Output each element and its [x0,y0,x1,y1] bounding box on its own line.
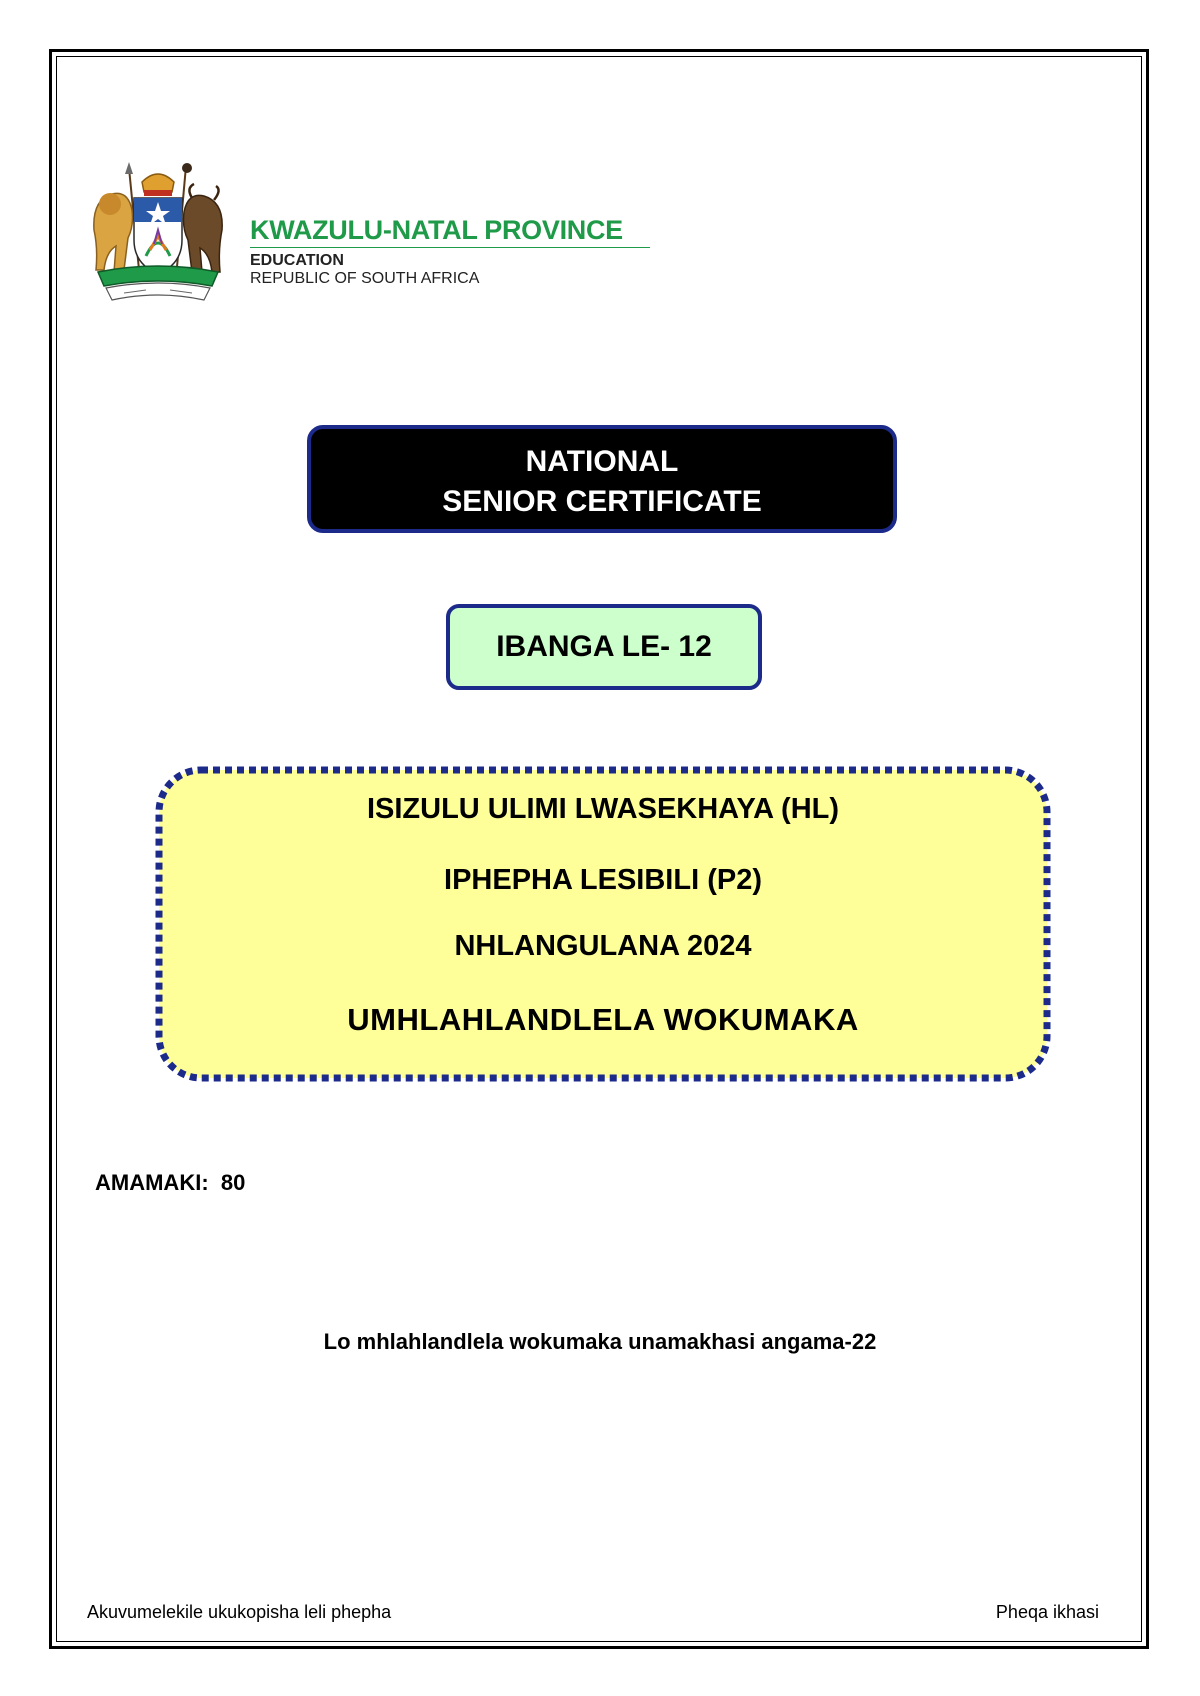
total-marks [95,1170,245,1196]
grade-label: IBANGA LE- 12 [496,630,712,663]
turn-over-note: Pheqa ikhasi [995,1602,1099,1622]
country-name: REPUBLIC OF SOUTH AFRICA [250,270,480,287]
subject-panel [155,766,1051,1082]
document-type: UMHLAHLANDLELA WOKUMAKA [347,1002,859,1037]
department-name: EDUCATION [250,252,344,269]
certificate-banner [307,425,897,533]
subject-title: ISIZULU ULIMI LWASEKHAYA (HL) [366,793,840,825]
certificate-line-2: SENIOR CERTIFICATE [442,485,762,518]
copyright-notice: Akuvumelekile ukukopisha leli phepha [87,1602,392,1622]
certificate-line-1: NATIONAL [525,445,679,478]
marks-value: 80 [220,1170,246,1195]
province-branding [250,215,650,288]
page-count-note: Lo mhlahlandlela wokumaka unamakhasi angama-22 [323,1329,877,1354]
paper-number: IPHEPHA LESIBILI (P2) [444,864,762,896]
province-divider [250,247,650,248]
grade-badge [446,604,762,690]
kzn-coat-of-arms-icon [84,160,232,308]
province-name: KWAZULU-NATAL PROVINCE [250,215,623,245]
exam-session: NHLANGULANA 2024 [454,930,752,962]
marks-label: AMAMAKI: [95,1170,209,1195]
